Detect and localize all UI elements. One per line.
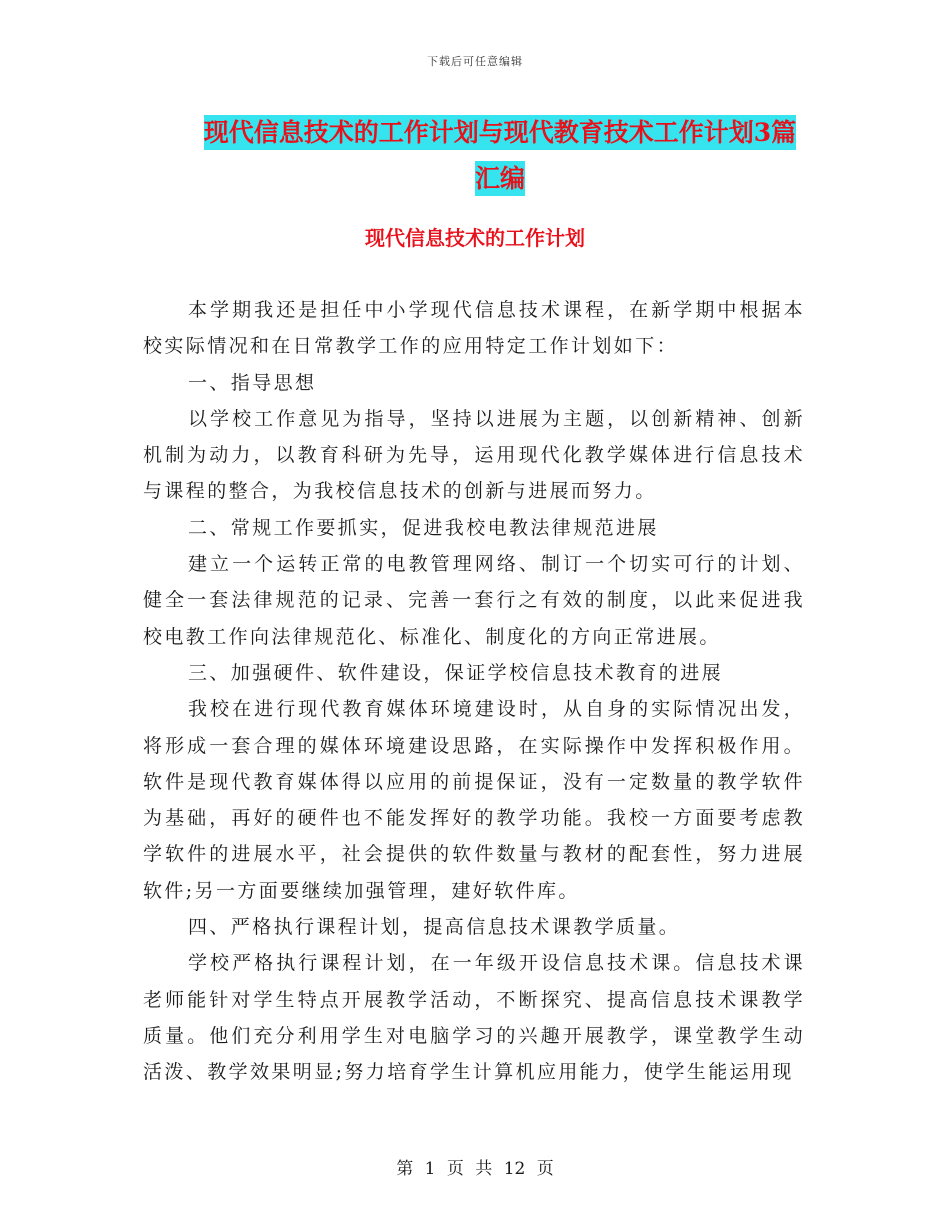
footer-current-page: 1: [424, 1159, 436, 1179]
document-title: [195, 110, 805, 202]
footer-total-pages: 12: [503, 1159, 526, 1179]
section-title: 现代信息技术的工作计划: [365, 226, 585, 250]
paragraph-curriculum-plan: 学校严格执行课程计划，在一年级开设信息技术课。信息技术课老师能针对学生特点开展教学活动，不断探究、提高信息技术课教学质量。他们充分利用学生对电脑学习的兴趣开展教学，课堂教学生动活泼、教学效果明显;努力培育学生计算机应用能力，使学生能运用现: [143, 952, 805, 1084]
paragraph-guiding-ideology: 以学校工作意见为指导，坚持以进展为主题，以创新精神、创新机制为动力，以教育科研为先导，运用现代化教学媒体进行信息技术与课程的整合，为我校信息技术的创新与进展而努力。: [143, 407, 805, 503]
page-header-note: 下载后可任意编辑: [427, 55, 523, 68]
paragraph-routine-work: 建立一个运转正常的电教管理网络、制订一个切实可行的计划、健全一套法律规范的记录、完善一套行之有效的制度，以此来促进我校电教工作向法律规范化、标准化、制度化的方向正常进展。: [143, 553, 805, 648]
footer-page-word: 页: [446, 1159, 464, 1179]
heading-curriculum-plan: 四、严格执行课程计划，提高信息技术课教学质量。: [188, 916, 681, 939]
footer-suffix: 页: [536, 1159, 554, 1179]
heading-guiding-ideology: 一、指导思想: [188, 371, 317, 394]
heading-hardware-software: 三、加强硬件、软件建设，保证学校信息技术教育的进展: [188, 661, 724, 684]
page-footer: [0, 1154, 950, 1179]
heading-routine-work: 二、常规工作要抓实，促进我校电教法律规范进展: [188, 516, 659, 539]
footer-prefix: 第: [396, 1159, 414, 1179]
document-body: [143, 292, 805, 1091]
paragraph-hardware-software: 我校在进行现代教育媒体环境建设时，从自身的实际情况出发，将形成一套合理的媒体环境建设思路，在实际操作中发挥积极作用。软件是现代教育媒体得以应用的前提保证，没有一定数量的教学软件为基础，再好的硬件也不能发挥好的教学功能。我校一方面要考虑教学软件的进展水平，社会提供的软件数量与教材的配套性，努力进展软件;另一方面要继续加强管理，建好软件库。: [143, 698, 805, 902]
footer-total-word: 共: [475, 1159, 493, 1179]
paragraph-intro: 本学期我还是担任中小学现代信息技术课程，在新学期中根据本校实际情况和在日常教学工作的应用特定工作计划如下：: [143, 299, 805, 358]
document-title-text: 现代信息技术的工作计划与现代教育技术工作计划3篇汇编: [204, 115, 796, 196]
